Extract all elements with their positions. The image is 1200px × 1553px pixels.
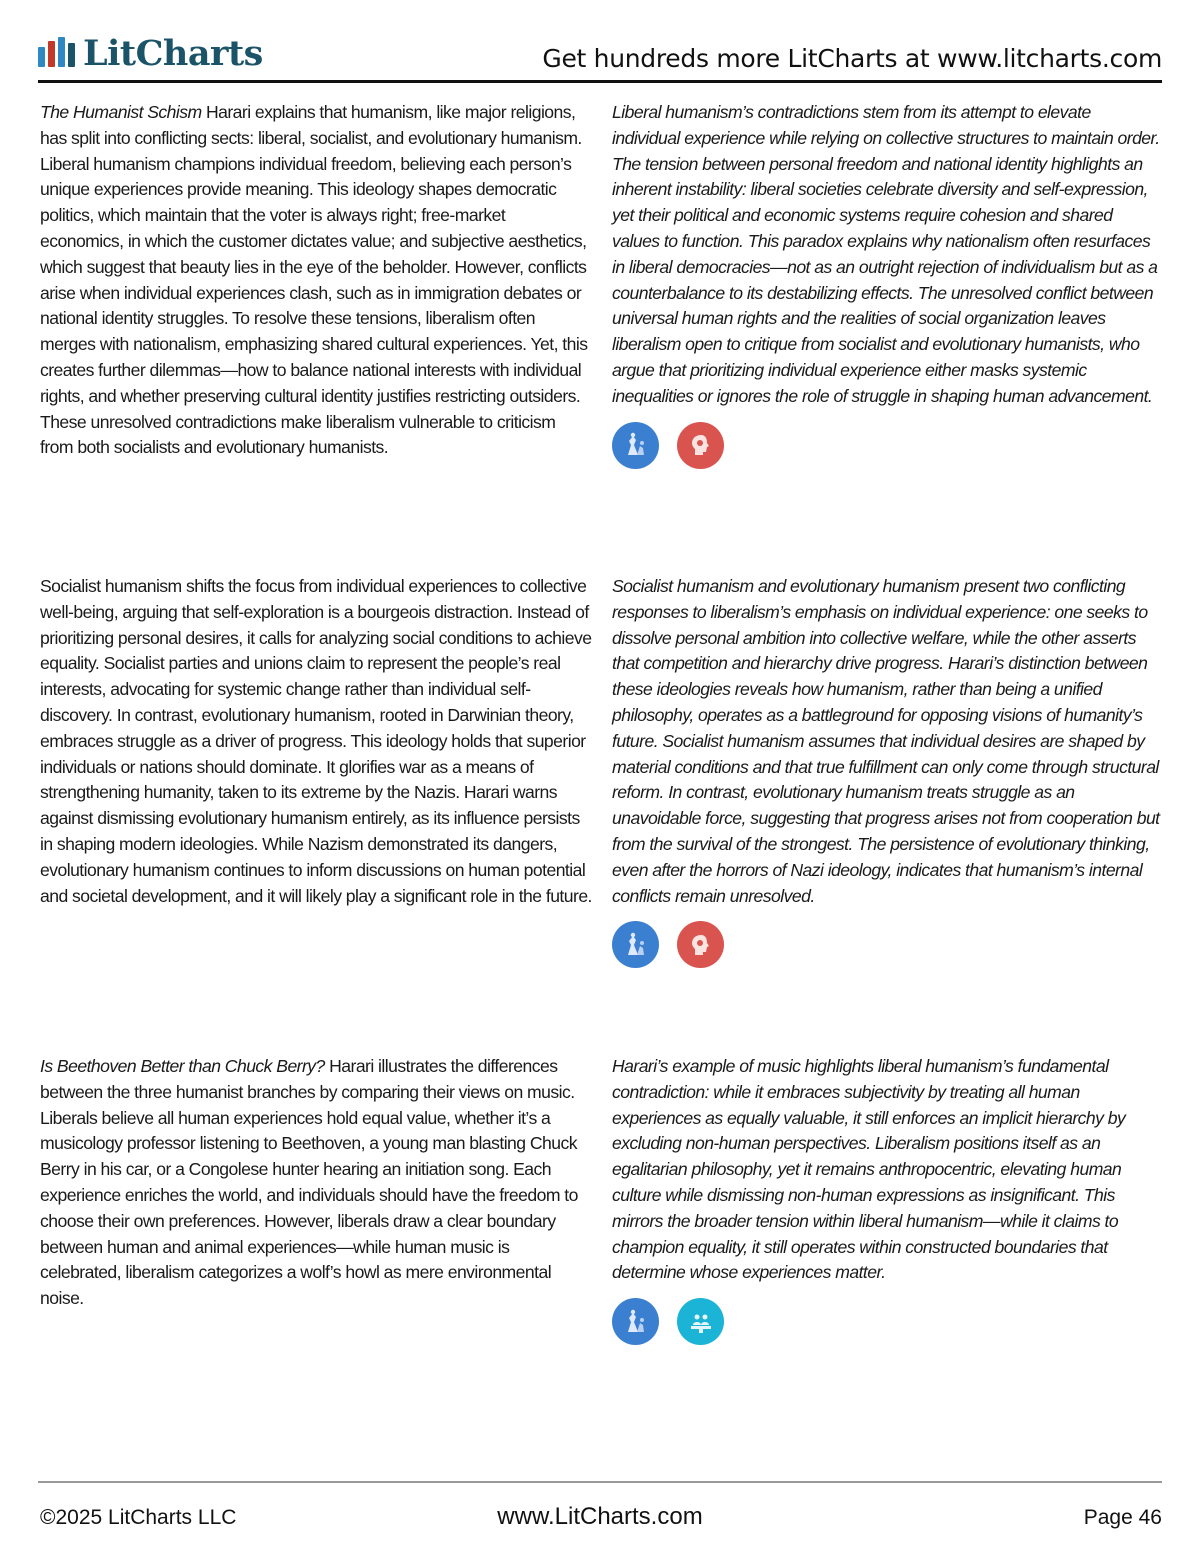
evolution-icon[interactable] xyxy=(612,921,659,968)
analysis-text: Liberal humanism’s contradictions stem from its attempt to elevate individual experience while relying on collective structures to maintain order. The tension between personal freedom and national identity highlights an inherent instability: liberal societies celebrate diversity and self-expression, yet their political and economic systems require cohesion and shared values to function. This paradox explains why nationalism often resurfaces in liberal democracies—not as an outright rejection of individualism but as a counterbalance to its destabilizing effects. The unresolved conflict between universal human rights and the realities of social organization leaves liberalism open to critique from socialist and evolutionary humanists, who argue that prioritizing individual experience either masks systemic inequalities or ignores the role of struggle in shaping human advancement. xyxy=(612,102,1160,406)
analysis-column xyxy=(612,100,1162,469)
summary-text: Socialist humanism shifts the focus from individual experiences to collective well-being, arguing that self-exploration is a bourgeois distraction. Instead of prioritizing personal desires, it calls for analyzing social conditions to achieve equality. Socialist parties and unions claim to represent the people’s real interests, advocating for systemic change rather than individual self-discovery. In contrast, evolutionary humanism, rooted in Darwinian theory, embraces struggle as a driver of progress. This ideology holds that superior individuals or nations should dominate. It glorifies war as a means of strengthening humanity, taken to its extreme by the Nazis. Harari warns against dismissing evolutionary humanism entirely, as its influence persists in shaping modern ideologies. While Nazism demonstrated its dangers, evolutionary humanism continues to inform discussions on human potential and societal development, and it will likely play a significant role in the future. xyxy=(40,576,592,906)
summary-column xyxy=(40,100,592,461)
theme-icons xyxy=(612,921,1162,968)
theme-icons xyxy=(612,1298,1162,1345)
footer-divider xyxy=(38,1481,1162,1483)
page-header xyxy=(38,30,1162,82)
mind-icon[interactable] xyxy=(677,921,724,968)
page-footer xyxy=(38,1503,1162,1536)
society-icon[interactable] xyxy=(677,1298,724,1345)
analysis-text: Socialist humanism and evolutionary humanism present two conflicting responses to liberalism’s emphasis on individual experience: one seeks to dissolve personal ambition into collective welfare, while the other asserts that competition and hierarchy drive progress. Harari’s distinction between these ideologies reveals how humanism, rather than being a unified philosophy, operates as a battleground for opposing visions of humanity’s future. Socialist humanism assumes that individual desires are shaped by material conditions and that true fulfillment can only come through structural reform. In contrast, evolutionary humanism treats struggle as an unavoidable force, suggesting that progress arises not from cooperation but from the survival of the strongest. The persistence of evolutionary thinking, even after the horrors of Nazi ideology, indicates that humanism’s internal conflicts remain unresolved. xyxy=(612,576,1160,906)
litcharts-logo[interactable] xyxy=(38,33,263,74)
copyright: ©2025 LitCharts LLC xyxy=(40,1506,237,1529)
page-number: Page 46 xyxy=(1083,1506,1162,1529)
summary-column xyxy=(40,574,592,909)
analysis-text: Harari’s example of music highlights liberal humanism’s fundamental contradiction: while it embraces subjectivity by treating all human experiences as equally valuable, it still enforces an implicit hierarchy by excluding non-human perspectives. Liberalism positions itself as an egalitarian philosophy, yet it remains anthropocentric, elevating human culture while dismissing non-human expressions as insignificant. This mirrors the broader tension within liberal humanism—while it claims to champion equality, it still operates within constructed boundaries that determine whose experiences matter. xyxy=(612,1056,1126,1283)
evolution-icon[interactable] xyxy=(612,1298,659,1345)
analysis-column xyxy=(612,574,1162,968)
mind-icon[interactable] xyxy=(677,422,724,469)
header-divider xyxy=(38,80,1162,83)
promo-text: Get hundreds more LitCharts at www.litcharts.com xyxy=(542,44,1162,73)
analysis-column xyxy=(612,1054,1162,1345)
summary-title: Is Beethoven Better than Chuck Berry? xyxy=(40,1056,325,1076)
logo-text: LitCharts xyxy=(83,33,263,74)
theme-icons xyxy=(612,422,1162,469)
summary-column xyxy=(40,1054,592,1312)
summary-text: Harari explains that humanism, like major religions, has split into conflicting sects: liberal, socialist, and evolutionary humanism. Liberal humanism champions individual freedom, believing each person’s unique experiences provide meaning. This ideology shapes democratic politics, which maintain that the voter is always right; free-market economics, in which the customer dictates value; and subjective aesthetics, which suggest that beauty lies in the eye of the beholder. However, conflicts arise when individual experiences clash, such as in immigration debates or national identity struggles. To resolve these tensions, liberalism often merges with nationalism, emphasizing shared cultural experiences. Yet, this creates further dilemmas—how to balance national interests with individual rights, and whether preserving cultural identity justifies restricting outsiders. These unresolved contradictions make liberalism vulnerable to criticism from both socialists and evolutionary humanists. xyxy=(40,102,588,458)
logo-bars-icon xyxy=(38,37,75,71)
evolution-icon[interactable] xyxy=(612,422,659,469)
summary-title: The Humanist Schism xyxy=(40,102,202,122)
footer-site-link[interactable]: www.LitCharts.com xyxy=(497,1503,703,1530)
summary-text: Harari illustrates the differences between the three humanist branches by comparing their views on music. Liberals believe all human experiences hold equal value, whether it’s a musicology professor listening to Beethoven, a young man blasting Chuck Berry in his car, or a Congolese hunter hearing an initiation song. Each experience enriches the world, and individuals should have the freedom to choose their own preferences. However, liberals draw a clear boundary between human and animal experiences—while human music is celebrated, liberalism categorizes a wolf’s howl as mere environmental noise. xyxy=(40,1056,578,1309)
